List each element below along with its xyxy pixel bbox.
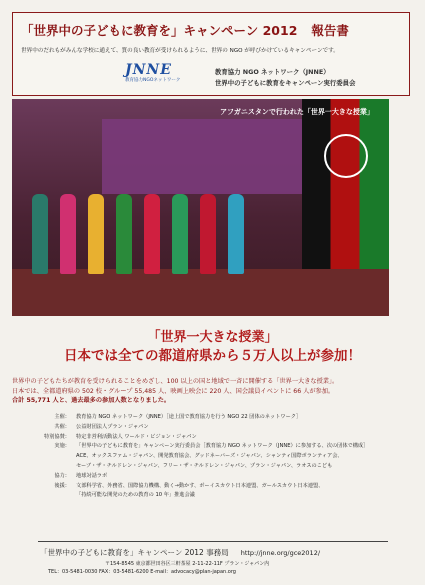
credit-row: 共催： 公益財団法人プラン・ジャパン: [54, 423, 149, 430]
footer-divider: [38, 541, 388, 542]
student-figure: [228, 194, 244, 274]
credit-row: セーブ・ザ・チルドレン・ジャパン、フリー・ザ・チルドレン・ジャパン、プラン・ジャパン、ラオスのこども: [76, 462, 333, 469]
stage-floor: [12, 269, 389, 316]
credit-row: 後援： 文部科学省、外務省、国際協力機構、動く→動かす、ボーイスカウト日本連盟、ガールスカウト日本連盟、: [54, 482, 324, 489]
headline-event: 「世界一大きな授業」: [147, 330, 278, 345]
summary-line-1: 世界中の子どもたちが教育を受けられることをめざし、100 以上の国と地域で一斉に開催する「世界一大きな授業」。: [12, 378, 339, 385]
credits-list: [26, 413, 416, 501]
student-figure: [32, 194, 48, 274]
organizer-block: [215, 67, 355, 89]
headline-result: 日本では全ての都道府県から５万人以上が参加！: [64, 348, 361, 364]
credit-row: 協力： 地球対話ラボ: [54, 472, 108, 479]
credit-row: 実施： 「世界中の子どもに教育を」キャンペーン実行委員会［教育協力 NGO ネットワーク（JNNE）に参加する、次の団体で構成］: [54, 443, 369, 450]
org-line-1: 教育協力 NGO ネットワーク（JNNE）: [215, 68, 330, 76]
org-line-2: 世界中の子どもに教育をキャンペーン実行委員会: [215, 79, 356, 87]
photo-caption: アフガニスタンで行われた「世界一大きな授業」: [220, 108, 374, 116]
office-contact: TEL：03-5481-0030 FAX：03-5481-6200 E-mail：advocacy@plan-japan.org: [48, 569, 236, 575]
student-figure: [116, 194, 132, 274]
office-name: 「世界中の子どもに教育を」キャンペーン 2012 事務局: [40, 548, 229, 557]
event-photo: [12, 99, 389, 316]
credit-row: 特別協賛： 特定非営利活動法人 ワールド・ビジョン・ジャパン: [44, 433, 197, 440]
credit-row: ACE、オックスファム・ジャパン、開発教育協会、グッドネーバーズ・ジャパン、シャンティ国際ボランティア会、: [76, 453, 343, 460]
student-figure: [144, 194, 160, 274]
office-address: 〒154-8545 東京都世田谷区三軒茶屋 2-11-22-11F プラン・ジャパン内: [105, 561, 270, 567]
campaign-url-link[interactable]: http://jnne.org/gce2012/: [240, 549, 321, 557]
student-figure: [200, 194, 216, 274]
campaign-title: 「世界中の子どもに教育を」キャンペーン 2012: [21, 23, 298, 38]
flag-emblem-icon: [324, 134, 368, 178]
logo-sub: 教育協力NGOネットワーク: [125, 78, 181, 83]
student-figure: [60, 194, 76, 274]
stage-banner: [102, 119, 312, 194]
report-title: [21, 21, 401, 39]
student-figure: [172, 194, 188, 274]
student-figure: [88, 194, 104, 274]
logo-mark: JNNE: [125, 62, 172, 78]
credit-row: 「持続可能な開発のための教育の 10 年」推進会議: [76, 492, 195, 499]
summary-line-3: 合計 55,771 人と、過去最多の参加人数となりました。: [12, 397, 171, 404]
intro-text: 世界中のだれもがみんな学校に通えて、質の良い教育が受けられるように、世界の NGO が呼びかけているキャンペーンです。: [21, 48, 339, 54]
summary-line-2: 日本では、全都道府県の 502 校・グループ 55,485 人、映画上映会に 220 人、国会議員イベントに 66 人が参加。: [12, 387, 335, 395]
credit-row: 主催： 教育協力 NGO ネットワーク（JNNE）［途上国で教育協力を行う NGO 22 団体のネットワーク］: [54, 414, 302, 420]
header-box: [12, 12, 410, 96]
report-label: 報告書: [311, 23, 349, 38]
footer: [40, 547, 400, 575]
jnne-logo: [125, 62, 207, 96]
summary-text: [12, 377, 412, 406]
